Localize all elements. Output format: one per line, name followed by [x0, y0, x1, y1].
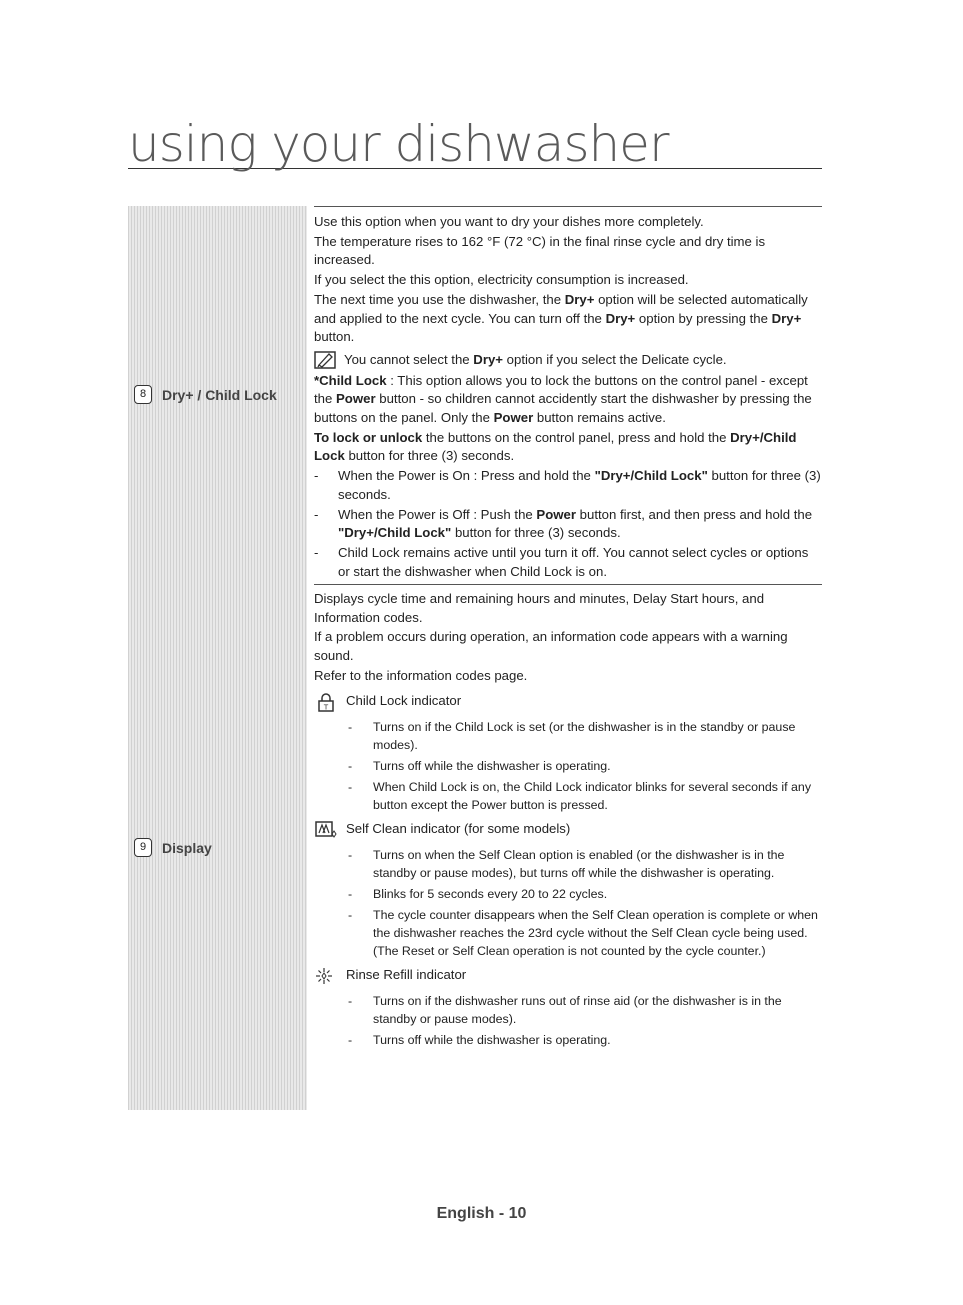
paragraph: If you select the this option, electricity consumption is increased.	[314, 272, 689, 288]
section-sidebar	[128, 206, 307, 584]
indicator-title: Rinse Refill indicator	[346, 967, 467, 983]
indicator-list	[314, 846, 822, 960]
paragraph-next-time: The next time you use the dishwasher, the Dry+ option will be selected automatically and applied to the next cycle. You can turn off the Dry+ option by pressing the Dry+ button.	[314, 291, 808, 345]
section-label	[134, 838, 212, 857]
section-dry-child-lock	[128, 206, 822, 584]
list-item: - When Child Lock is on, the Child Lock indicator blinks for several seconds if any button except the Power button is pressed.	[348, 779, 812, 812]
section-number: 8	[134, 385, 152, 404]
paragraph: Refer to the information codes page.	[314, 667, 528, 683]
list-item: - Turns off while the dishwasher is operating.	[348, 1032, 611, 1047]
note-icon	[314, 351, 336, 369]
paragraph: Displays cycle time and remaining hours and minutes, Delay Start hours, and Information codes.	[314, 591, 765, 625]
indicator-title: Self Clean indicator (for some models)	[346, 821, 571, 837]
list-item: - The cycle counter disappears when the Self Clean operation is complete or when the dishwasher reaches the 23rd cycle without the Self Clean cycle being used. (The Reset or Self Clean operation is not counted by the cycle counter.)	[348, 907, 818, 958]
list-item: - Turns on if the Child Lock is set (or the dishwasher is in the standby or pause modes).	[348, 719, 796, 752]
page-footer: English - 10	[436, 1205, 527, 1222]
paragraph-lock-unlock: To lock or unlock the buttons on the control panel, press and hold the Dry+/Child Lock button for three (3) seconds.	[314, 429, 797, 464]
paragraph: If a problem occurs during operation, an information code appears with a warning sound.	[314, 629, 788, 664]
indicator-list	[314, 992, 822, 1049]
note-text: You cannot select the Dry+ option if you select the Delicate cycle.	[344, 351, 727, 367]
section-title: Dry+ / Child Lock	[162, 386, 277, 403]
section-content	[314, 206, 822, 584]
list-item: - Turns on when the Self Clean option is enabled (or the dishwasher is in the standby or pause modes), but turns off while the dishwasher is operating.	[348, 847, 785, 880]
indicator-heading	[314, 820, 822, 840]
note	[314, 351, 822, 370]
child-lock-icon	[314, 692, 338, 712]
section-label	[134, 385, 277, 404]
section-sidebar	[128, 584, 307, 1110]
paragraph: Use this option when you want to dry your dishes more completely.	[314, 214, 704, 229]
section-content	[314, 584, 822, 1110]
page-title: using your dishwasher	[128, 120, 822, 169]
rinse-refill-icon	[314, 966, 338, 986]
svg-text:T: T	[323, 703, 329, 712]
section-display	[128, 584, 822, 1110]
list-item: - Turns off while the dishwasher is operating.	[348, 758, 611, 773]
indicator-list	[314, 718, 822, 814]
indicator-heading	[314, 692, 822, 712]
list-item: - Turns on if the dishwasher runs out of rinse aid (or the dishwasher is in the standby or pause modes).	[348, 993, 782, 1026]
paragraph: The temperature rises to 162 °F (72 °C) in the final rinse cycle and dry time is increased.	[314, 233, 766, 268]
paragraph-child-lock: *Child Lock : This option allows you to lock the buttons on the control panel - except the Power button - so children cannot accidently start the dishwasher by pressing the buttons on the panel. Only the Power button remains active.	[314, 372, 812, 426]
indicator-title: Child Lock indicator	[346, 693, 462, 709]
section-title: Display	[162, 839, 212, 856]
self-clean-icon	[314, 820, 338, 840]
list-item: - When the Power is On : Press and hold the "Dry+/Child Lock" button for three (3) seconds.	[314, 468, 821, 502]
indicator-heading	[314, 966, 822, 986]
list-item: - Child Lock remains active until you turn it off. You cannot select cycles or options or start the dishwasher when Child Lock is on.	[314, 544, 809, 579]
list-item: - Blinks for 5 seconds every 20 to 22 cycles.	[348, 886, 608, 901]
list-item: - When the Power is Off : Push the Power button first, and then press and hold the "Dry+/Child Lock" button for three (3) seconds.	[314, 506, 813, 541]
section-number: 9	[134, 838, 152, 857]
